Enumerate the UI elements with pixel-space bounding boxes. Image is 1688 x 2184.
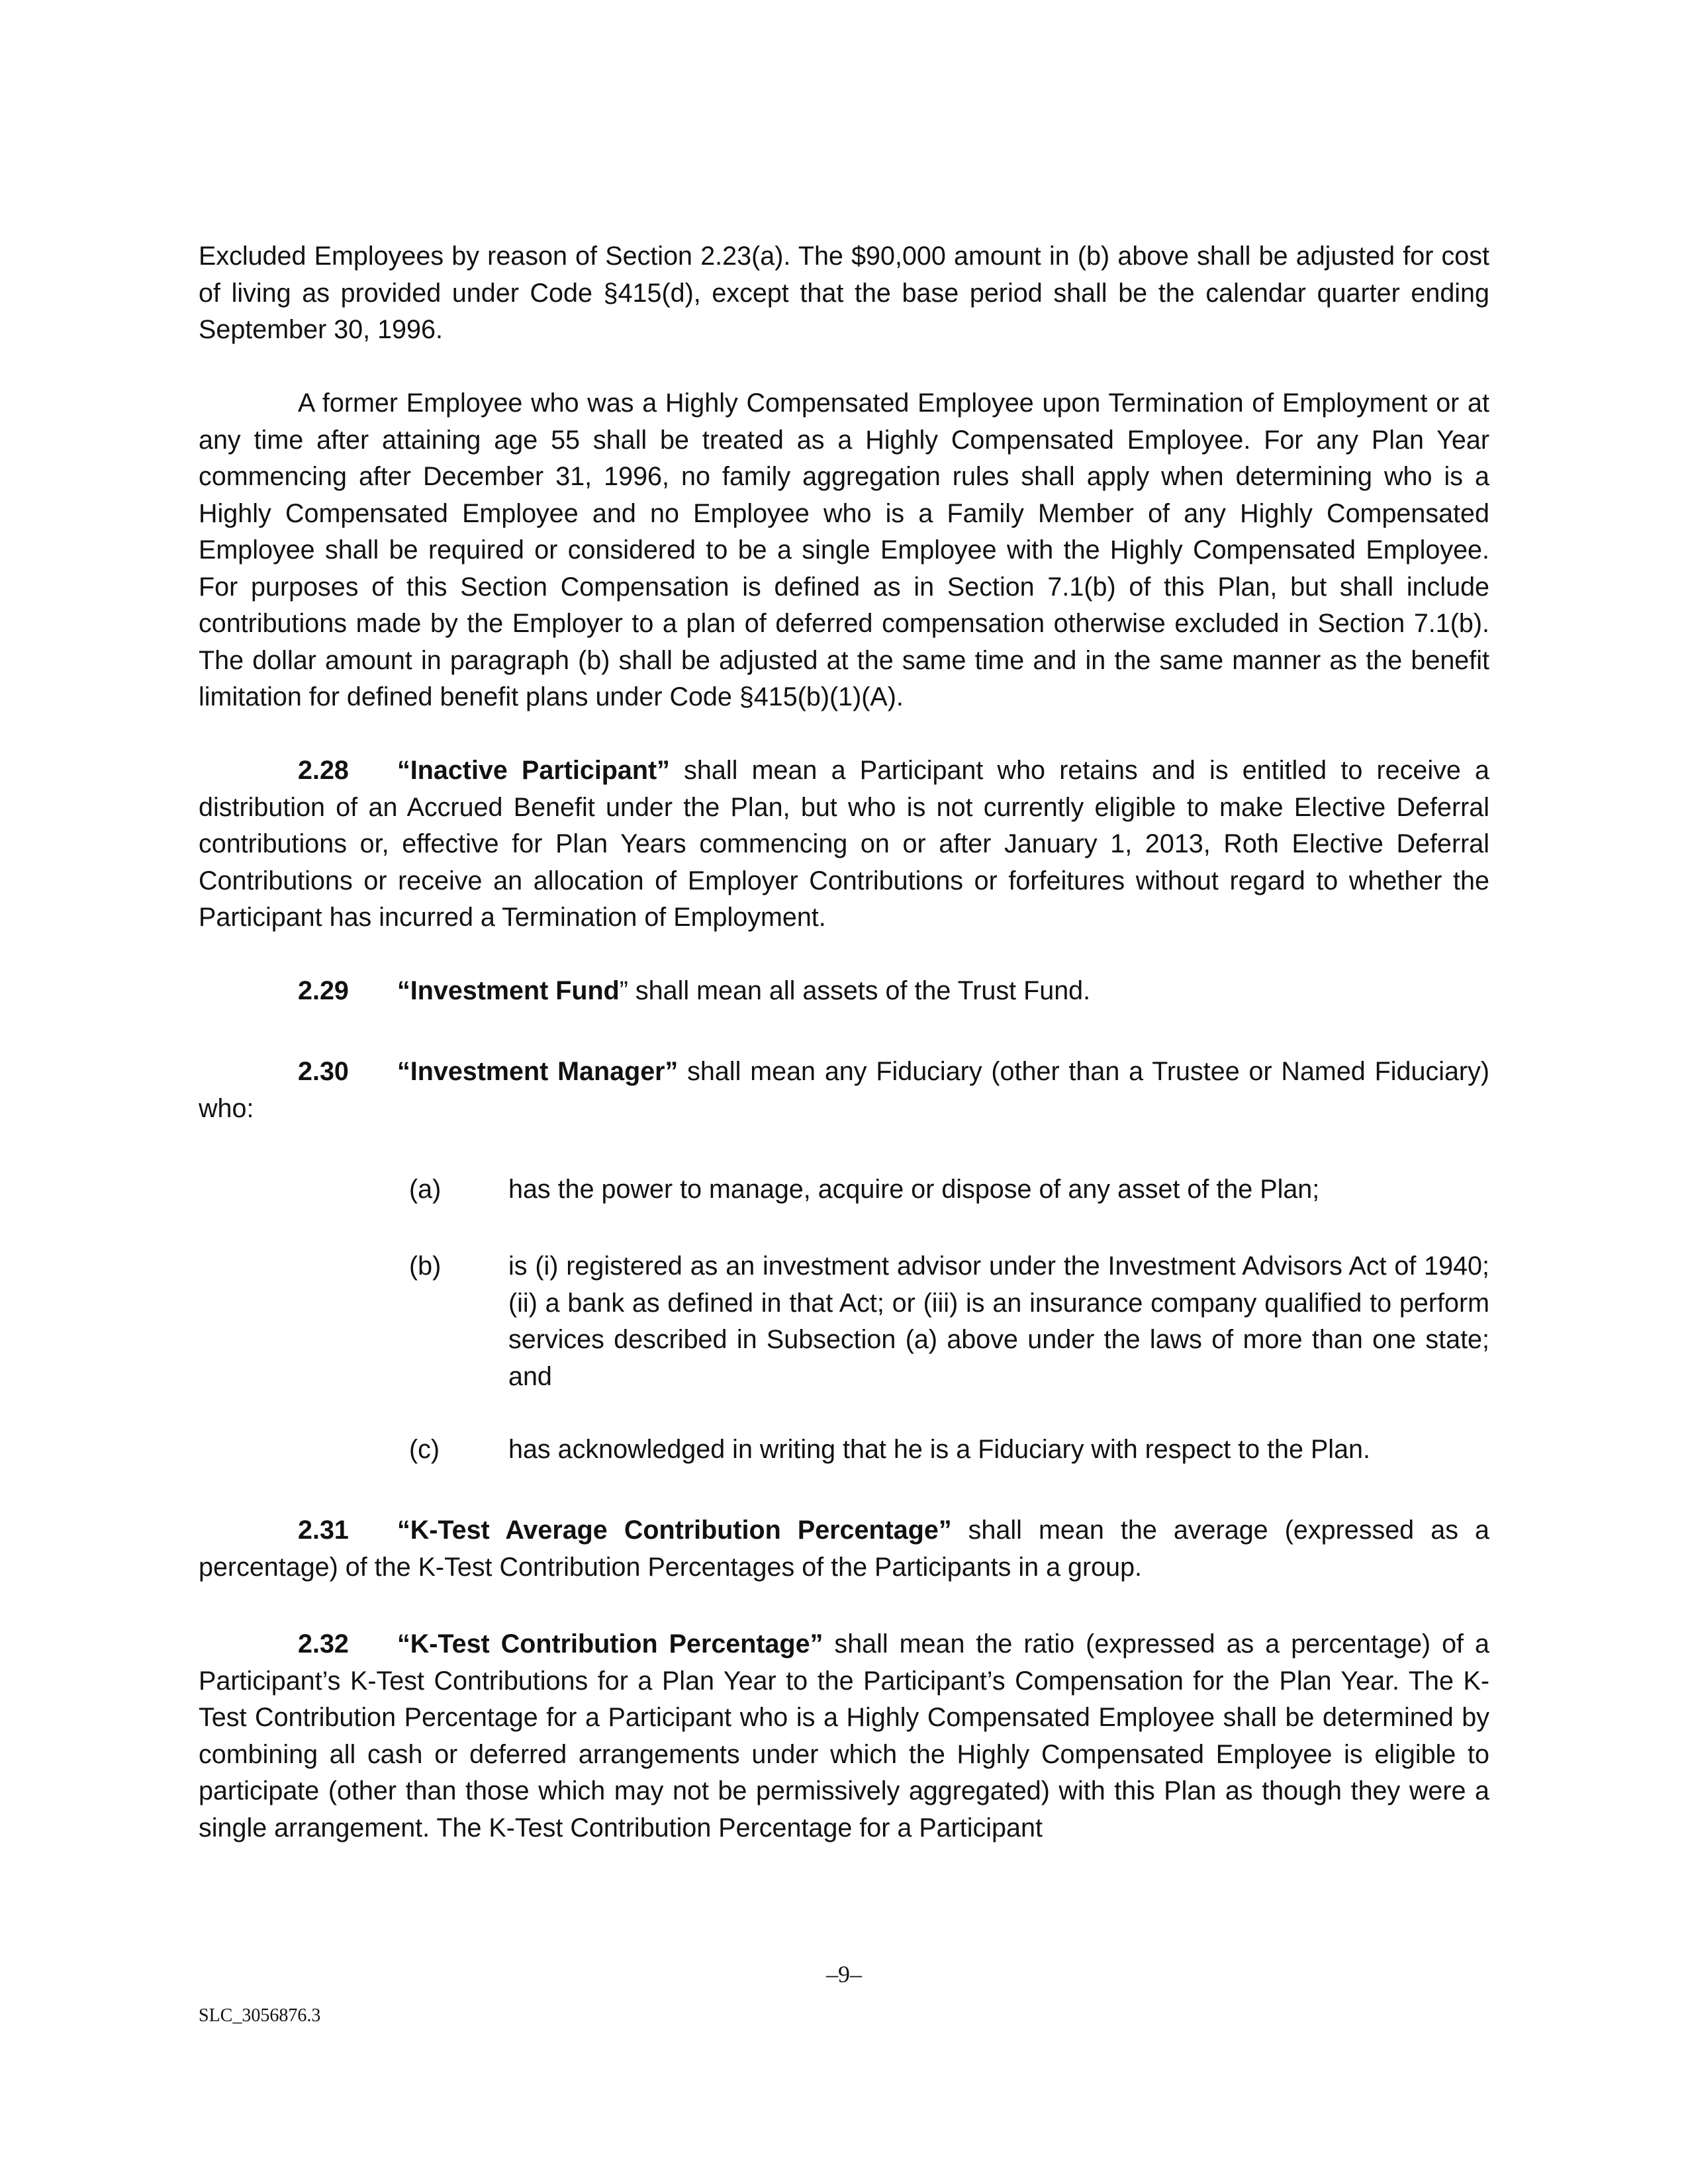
former-employee-paragraph: A former Employee who was a Highly Compensated Employee upon Termination of Employment or at any time after attaining age 55 shall be treated as a Highly Compensated Employee. For any Plan Year commencing after December 31, 1996, no family aggregation rules shall apply when determining who is a Highly Compensated Employee and no Employee who is a Family Member of any Highly Compensated Employee shall be required or considered to be a single Employee with the Highly Compensated Employee. For purposes of this Section Compensation is defined as in Section 7.1(b) of this Plan, but shall include contributions made by the Employer to a plan of deferred compensation otherwise excluded in Section 7.1(b). The dollar amount in paragraph (b) shall be adjusted at the same time and in the same manner as the benefit limitation for defined benefit plans under Code §415(b)(1)(A). — [199, 388, 1489, 711]
section-number: 2.31 — [298, 1516, 349, 1545]
section-text: shall mean the ratio (expressed as a percentage) of a Participant’s K-Test Contributions for a Plan Year to the Participant’s Compensation for the Plan Year. The K-Test Contribution Percentage for a Participant who is a Highly Compensated Employee shall be determined by combining all cash or deferred arrangements under which the Highly Compensated Employee is eligible to participate (other than those which may not be permissively aggregated) with this Plan as though they were a single arrangement. The K-Test Contribution Percentage for a Participant — [199, 1629, 1490, 1843]
section-number: 2.30 — [298, 1057, 349, 1086]
defined-term: “Inactive Participant” — [397, 756, 670, 785]
section-text: ” shall mean all assets of the Trust Fund. — [619, 976, 1091, 1005]
defined-term: “K-Test Contribution Percentage” — [397, 1629, 823, 1659]
section-number: 2.32 — [298, 1629, 349, 1659]
subsection-label: (b) — [409, 1251, 442, 1281]
section-number: 2.29 — [298, 976, 349, 1005]
defined-term: “K-Test Average Contribution Percentage” — [397, 1516, 952, 1545]
subsection-label: (c) — [409, 1435, 440, 1464]
section-2-31 — [199, 1512, 1489, 1586]
subsection-text: is (i) registered as an investment advisor under the Investment Advisors Act of 1940; (ii) a bank as defined in that Act; or (iii) is an insurance company qualified to perform services described in Subsection (a) above under the laws of more than one state; and — [508, 1251, 1489, 1391]
defined-term: “Investment Fund — [397, 976, 620, 1005]
section-text: shall mean a Participant who retains and is entitled to receive a distribution of an Accrued Benefit under the Plan, but who is not currently eligible to make Elective Deferral contributions or, effective for Plan Years commencing on or after January 1, 2013, Roth Elective Deferral Contributions or receive an allocation of Employer Contributions or forfeitures without regard to whether the Participant has incurred a Termination of Employment. — [199, 756, 1489, 932]
page-number: –9– — [826, 1961, 862, 1987]
subsection-text: has the power to manage, acquire or dispose of any asset of the Plan; — [508, 1175, 1320, 1204]
subsection-label: (a) — [409, 1175, 442, 1204]
section-2-30 — [199, 1054, 1489, 1127]
document-id: SLC_3056876.3 — [199, 2005, 321, 2026]
intro-paragraph: Excluded Employees by reason of Section 2.23(a). The $90,000 amount in (b) above shall be adjusted for cost of living as provided under Code §415(d), except that the base period shall be the calendar quarter ending September 30, 1996. — [199, 242, 1489, 344]
section-text: shall mean the average (expressed as a percentage) of the K-Test Contribution Percentages of the Participants in a group. — [199, 1516, 1489, 1582]
section-text: shall mean any Fiduciary (other than a Trustee or Named Fiduciary) who: — [199, 1057, 1489, 1123]
section-2-29 — [199, 973, 1489, 1010]
section-number: 2.28 — [298, 756, 349, 785]
section-2-32 — [199, 1626, 1489, 1846]
subsection-text: has acknowledged in writing that he is a Fiduciary with respect to the Plan. — [508, 1435, 1370, 1464]
defined-term: “Investment Manager” — [397, 1057, 679, 1086]
section-2-28 — [199, 752, 1489, 936]
